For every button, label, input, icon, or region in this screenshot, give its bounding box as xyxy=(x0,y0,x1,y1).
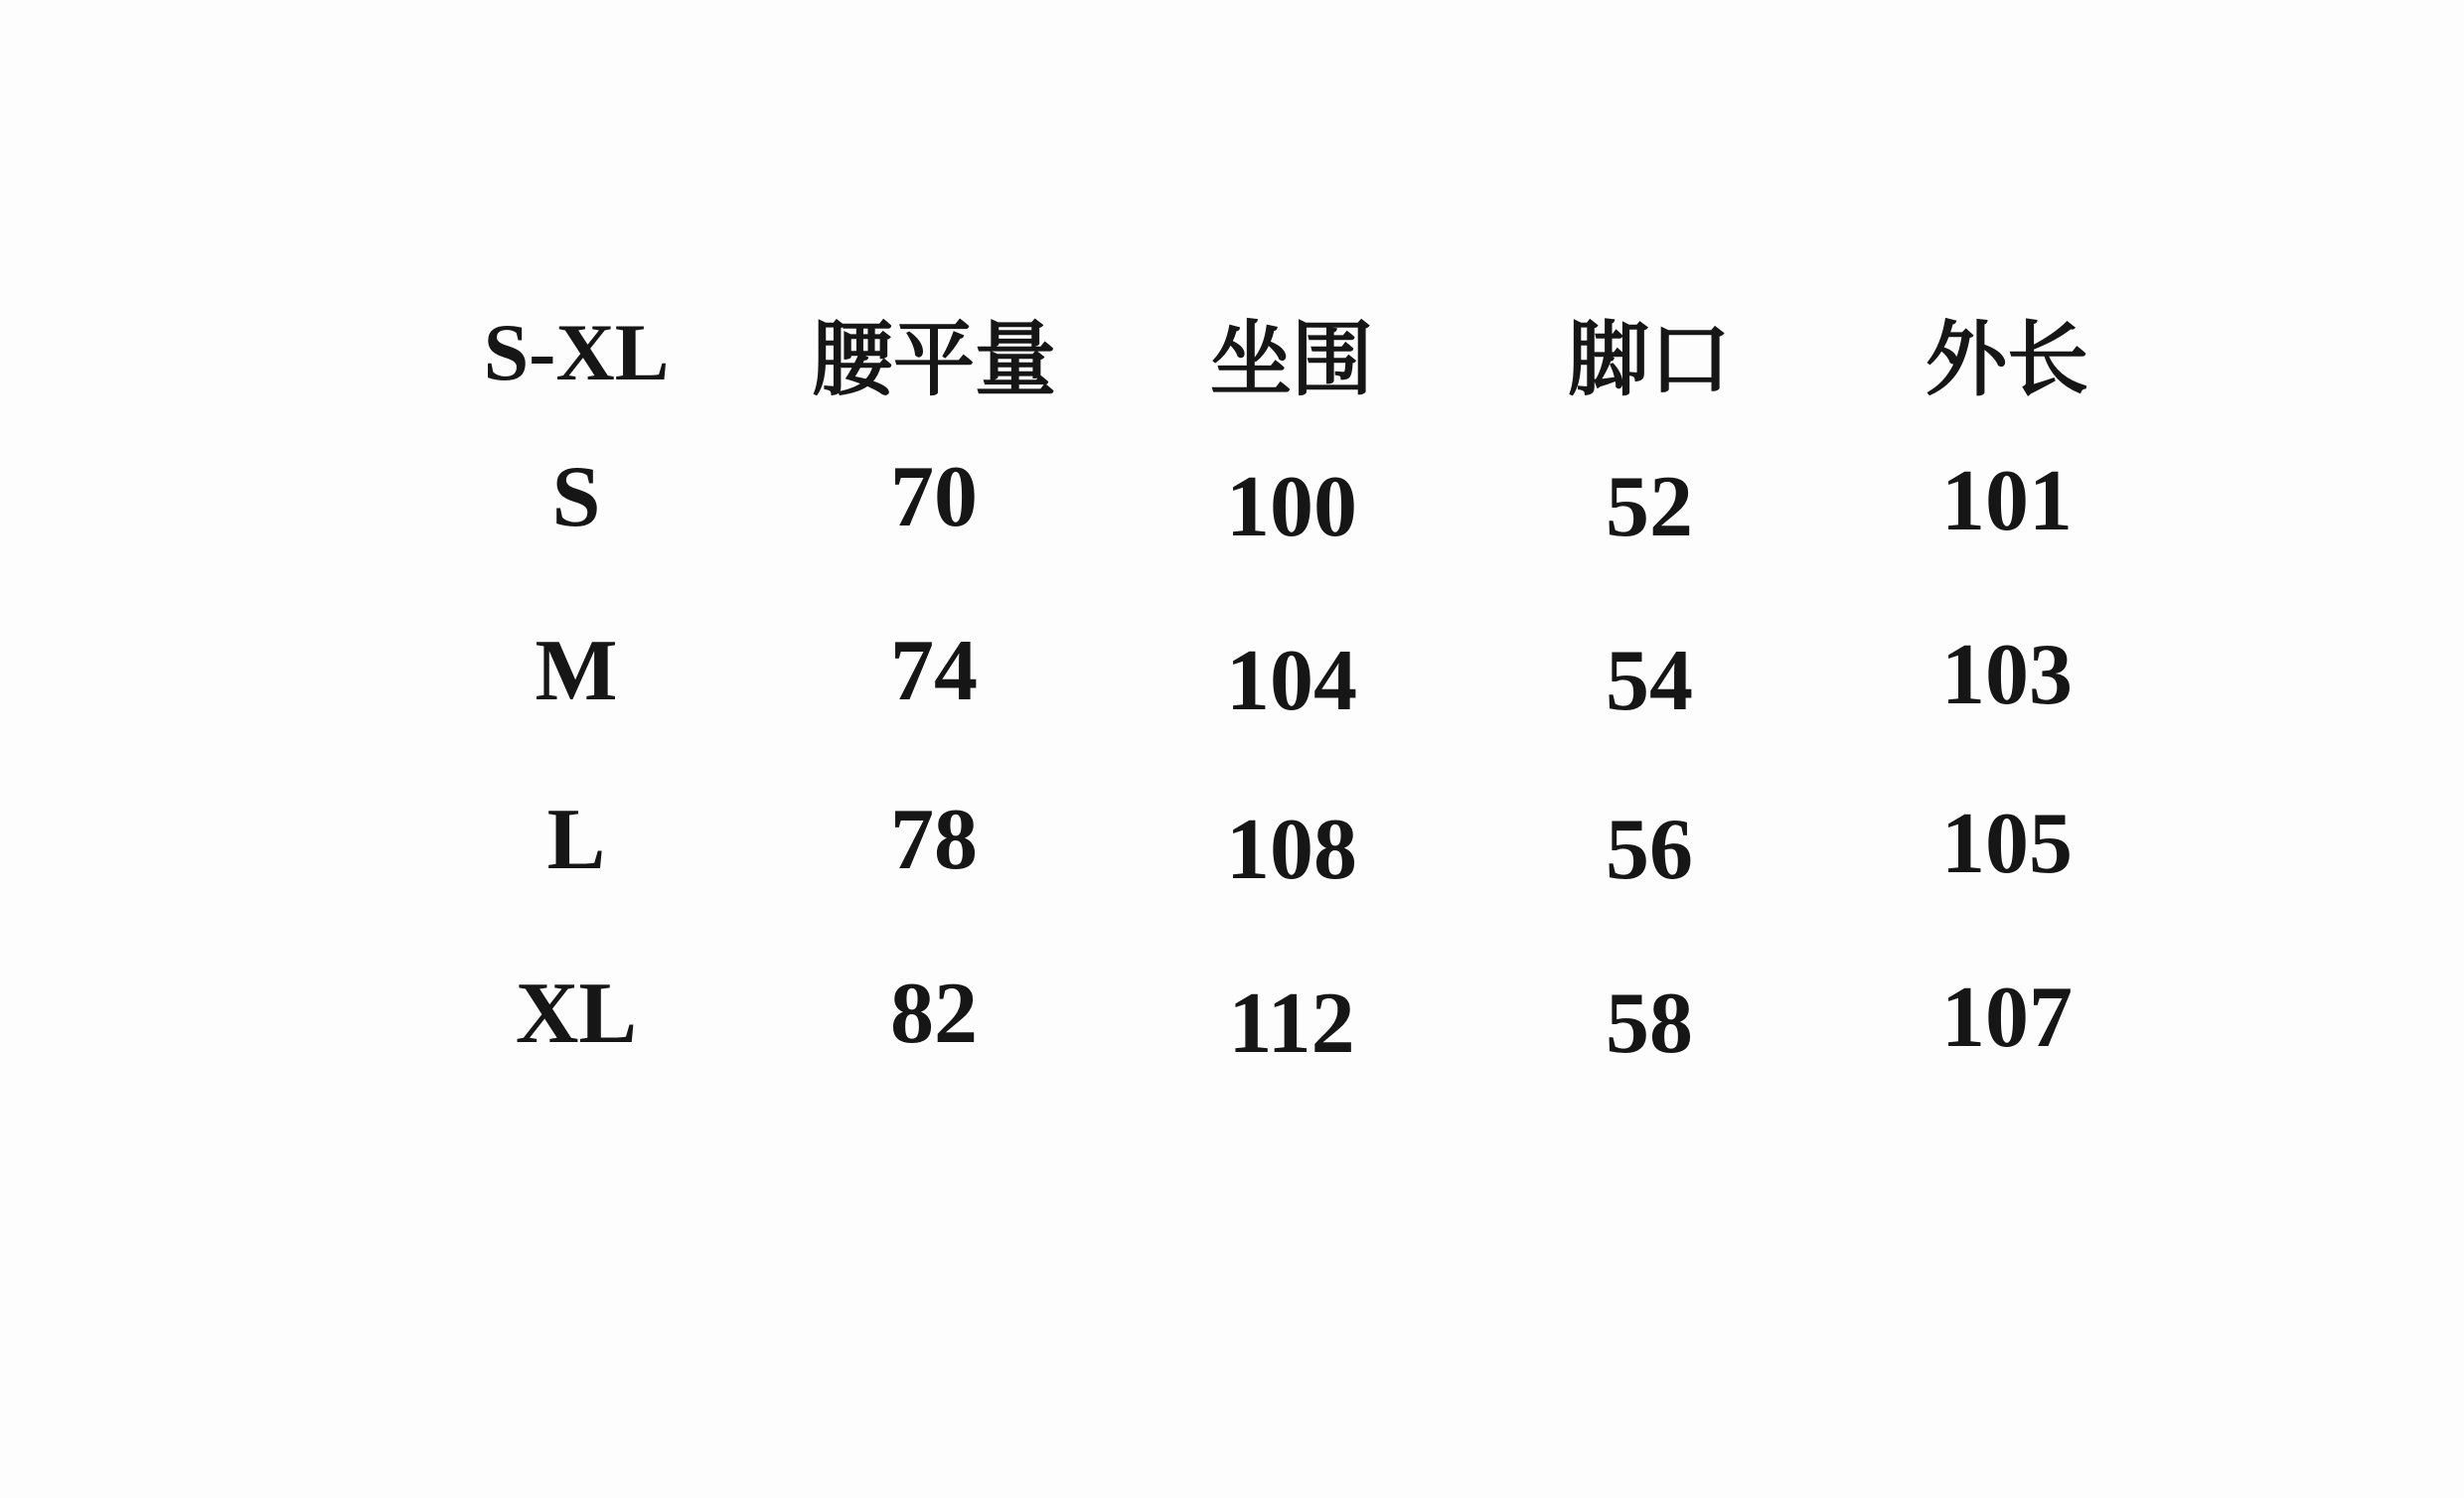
waist-value: 70 xyxy=(890,448,978,545)
hip-value: 112 xyxy=(1228,974,1355,1072)
header-cell-waist: 腰平量 xyxy=(811,314,1056,405)
outer-length-value: 103 xyxy=(1941,626,2073,723)
header-cell-size-range: S-XL xyxy=(483,307,670,397)
waist-value: 74 xyxy=(890,622,978,719)
size-label: M xyxy=(535,622,618,719)
outer-length-value: 101 xyxy=(1941,452,2073,549)
leg-opening-value: 56 xyxy=(1606,801,1693,898)
header-cell-hip: 坐围 xyxy=(1209,314,1373,405)
table-row xyxy=(397,785,2186,898)
table-row xyxy=(397,959,2186,1072)
header-cell-leg-opening: 脚口 xyxy=(1567,314,1731,405)
size-label: S xyxy=(551,448,601,545)
leg-opening-value: 58 xyxy=(1606,974,1693,1072)
size-chart-table xyxy=(397,0,2186,1498)
outer-length-value: 107 xyxy=(1941,969,2073,1066)
hip-value: 108 xyxy=(1226,801,1357,898)
table-row xyxy=(397,442,2186,555)
outer-length-value: 105 xyxy=(1941,795,2073,892)
hip-value: 100 xyxy=(1226,458,1357,555)
hip-value: 104 xyxy=(1226,632,1357,729)
header-cell-outer-length: 外长 xyxy=(1925,314,2088,405)
table-row xyxy=(397,616,2186,729)
waist-value: 78 xyxy=(890,791,978,888)
leg-opening-value: 52 xyxy=(1606,458,1693,555)
leg-opening-value: 54 xyxy=(1606,632,1693,729)
size-label: L xyxy=(546,791,606,888)
size-label: XL xyxy=(515,965,638,1062)
table-header-row xyxy=(397,298,2186,407)
waist-value: 82 xyxy=(890,965,978,1062)
